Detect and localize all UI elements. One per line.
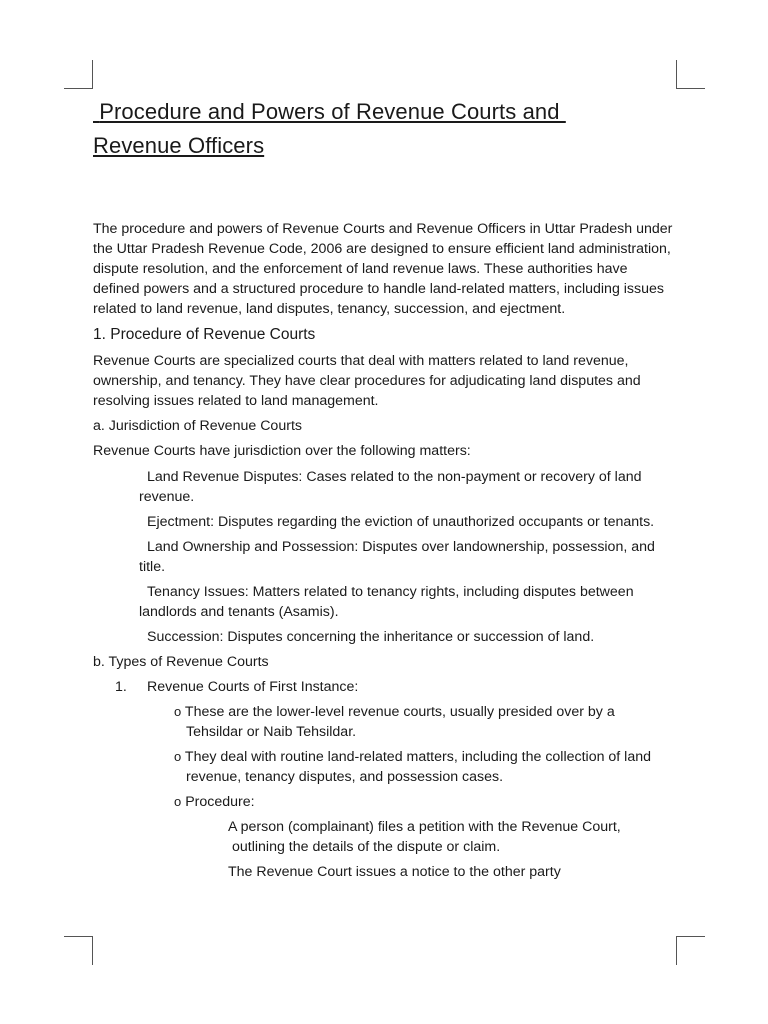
document-title <box>93 95 673 163</box>
first-instance-point-text: Procedure: <box>185 794 255 810</box>
jurisdiction-item: Land Ownership and Possession: Disputes over landownership, possession, and title. <box>139 539 655 575</box>
procedure-step <box>228 862 673 882</box>
court-type-label: Revenue Courts of First Instance: <box>147 679 359 695</box>
crop-mark-bottom-right <box>676 936 705 965</box>
circle-bullet-icon: o <box>174 794 182 809</box>
circle-bullet-icon: o <box>174 704 182 719</box>
procedure-step-line: outlining the details of the dispute or claim. <box>232 839 501 855</box>
procedure-step <box>228 817 673 857</box>
document-page <box>93 95 673 882</box>
first-instance-point <box>161 792 673 812</box>
court-type-item <box>115 677 673 697</box>
procedure-step-line: The Revenue Court issues a notice to the other party <box>228 864 561 880</box>
circle-bullet-icon: o <box>174 749 182 764</box>
section-1-heading: 1. Procedure of Revenue Courts <box>93 326 316 343</box>
crop-mark-bottom-left <box>64 936 93 965</box>
jurisdiction-item: Succession: Disputes concerning the inheritance or succession of land. <box>147 629 595 645</box>
court-type-number: 1. <box>115 679 127 695</box>
subsection-a-intro: Revenue Courts have jurisdiction over the following matters: <box>93 443 471 459</box>
title-line-2: Revenue Officers <box>93 133 265 158</box>
jurisdiction-item: Tenancy Issues: Matters related to tenancy rights, including disputes between landlords and tenants (Asamis). <box>139 584 634 620</box>
first-instance-point <box>161 747 673 787</box>
section-1-paragraph: Revenue Courts are specialized courts that deal with matters related to land revenue, ownership, and tenancy. They have clear procedures for adjudicating land disputes and resolving issues related to land management. <box>93 353 641 409</box>
crop-mark-top-left <box>64 60 93 89</box>
first-instance-point <box>161 702 673 742</box>
jurisdiction-item: Land Revenue Disputes: Cases related to the non-payment or recovery of land revenue. <box>139 469 642 505</box>
procedure-step-line: A person (complainant) files a petition with the Revenue Court, <box>228 819 621 835</box>
title-line-1: Procedure and Powers of Revenue Courts and <box>93 99 566 124</box>
subsection-b-heading: b. Types of Revenue Courts <box>93 654 269 670</box>
first-instance-point-text: They deal with routine land-related matters, including the collection of land revenue, tenancy disputes, and possession cases. <box>184 749 652 785</box>
intro-paragraph: The procedure and powers of Revenue Courts and Revenue Officers in Uttar Pradesh under the Uttar Pradesh Revenue Code, 2006 are designed to ensure efficient land administration, dispute resolution, and the enforcement of land revenue laws. These authorities have defined powers and a structured procedure to handle land-related matters, including issues related to land revenue, land disputes, tenancy, succession, and ejectment. <box>93 221 673 317</box>
jurisdiction-item: Ejectment: Disputes regarding the eviction of unauthorized occupants or tenants. <box>147 514 655 530</box>
crop-mark-top-right <box>676 60 705 89</box>
first-instance-point-text: These are the lower-level revenue courts, usually presided over by a Tehsildar or Naib Tehsildar. <box>184 704 615 740</box>
subsection-a-heading: a. Jurisdiction of Revenue Courts <box>93 418 302 434</box>
